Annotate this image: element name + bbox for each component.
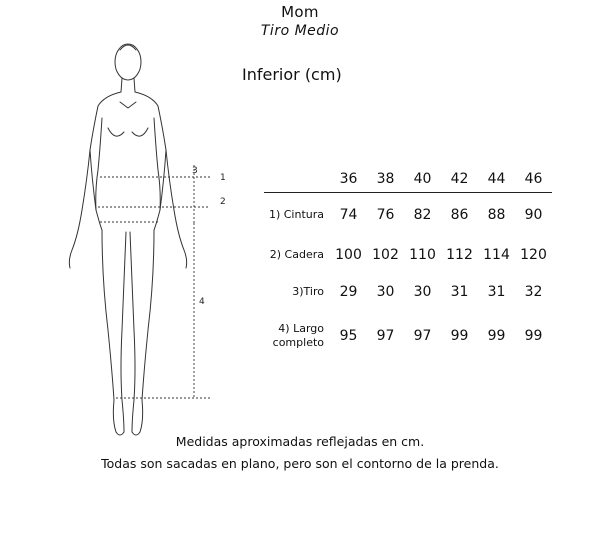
table-cell: 74 [339,206,358,223]
body-figure-illustration [60,40,240,440]
size-header-row [264,166,552,193]
figure-left-leg-outer [102,230,116,432]
section-heading: Inferior (cm) [242,65,342,84]
table-cell: 97 [413,327,432,344]
row-label: 2) Cadera [269,248,324,261]
figure-arm-inner [90,150,166,210]
table-cell: 29 [339,284,358,300]
table-row-cadera [264,237,552,274]
figure-hands [69,250,186,268]
table-cell: 97 [376,327,395,344]
marker-3: 3 [192,166,198,176]
table-cell: 31 [450,284,469,300]
table-row-cintura [264,193,552,237]
table-cell: 88 [487,206,506,223]
size-header: 42 [441,166,478,193]
figure-collar [120,102,136,108]
note-line-2: Todas son sacadas en plano, pero son el contorno de la prenda. [101,456,499,471]
figure-left-leg-inner [121,232,126,432]
figure-right-arm-outer [135,92,184,250]
size-table [264,166,552,361]
row-label [264,311,330,361]
table-cell: 114 [483,247,510,263]
product-subtitle: Tiro Medio [260,23,340,39]
marker-4: 4 [199,297,205,307]
figure-head [115,44,141,80]
table-cell: 82 [413,206,432,223]
figure-right-leg-outer [140,230,154,432]
table-cell: 32 [524,284,543,300]
table-cell: 86 [450,206,469,223]
row-label: 3)Tiro [292,285,324,298]
figure-left-arm-outer [72,92,121,250]
table-cell: 95 [339,327,358,344]
header-blank [264,166,330,193]
figure-right-torso [154,118,160,230]
table-row-tiro [264,274,552,311]
table-cell: 76 [376,206,395,223]
table-cell: 30 [376,284,395,300]
size-header: 36 [330,166,367,193]
size-header: 44 [478,166,515,193]
table-cell: 30 [413,284,432,300]
table-cell: 99 [450,327,469,344]
table-cell: 110 [409,247,436,263]
figure-right-leg-inner [130,232,135,432]
note-line-1: Medidas aproximadas reflejadas en cm. [175,434,425,449]
table-cell: 99 [524,327,543,344]
table-cell: 100 [335,247,362,263]
marker-2: 2 [220,197,226,207]
table-row-largo [264,311,552,361]
row-label-line: 4) Largo [278,321,324,335]
figure-left-torso [96,118,102,230]
row-label: 1) Cintura [268,207,324,221]
table-cell: 90 [524,206,543,223]
figure-chest [108,128,148,136]
table-cell: 102 [372,247,399,263]
row-label-line: completo [272,335,324,349]
product-title: Mom [281,3,319,21]
table-cell: 112 [446,247,473,263]
size-header: 38 [367,166,404,193]
table-cell: 120 [520,247,547,263]
table-cell: 31 [487,284,506,300]
size-header: 46 [515,166,552,193]
marker-1: 1 [220,173,226,183]
size-header: 40 [404,166,441,193]
table-cell: 99 [487,327,506,344]
